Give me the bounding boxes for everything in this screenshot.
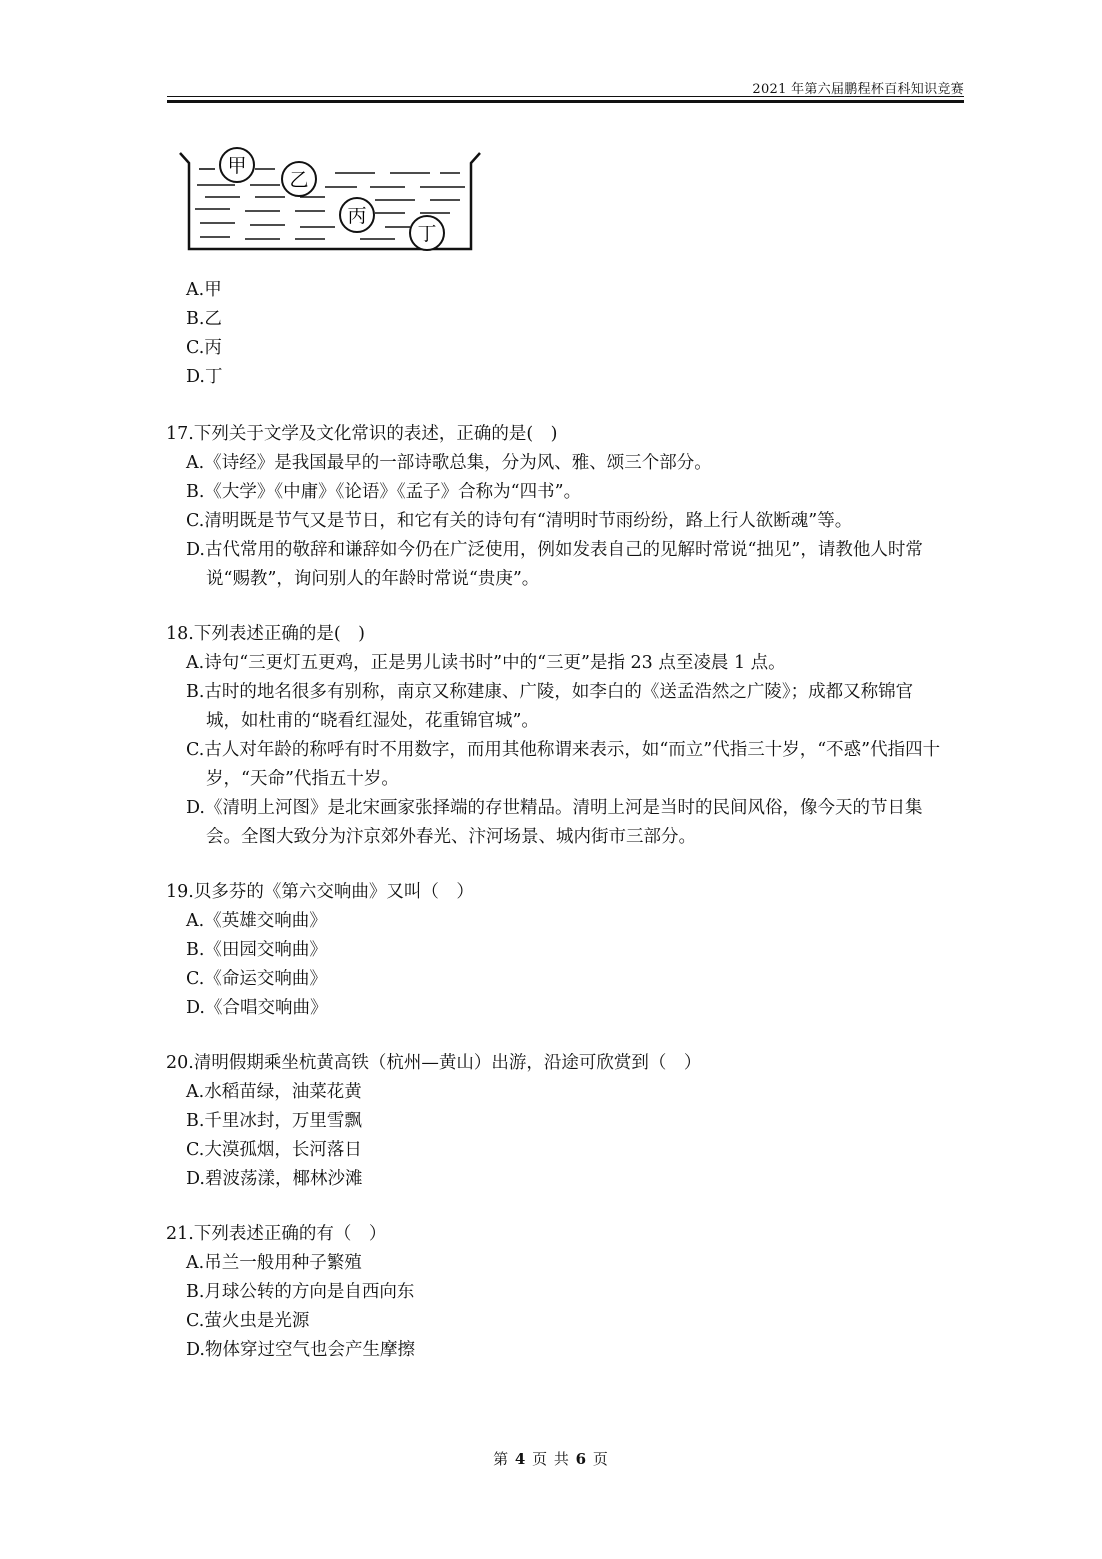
- option-a[interactable]: A.吊兰一般用种子繁殖: [186, 1253, 362, 1273]
- question-18: [166, 620, 946, 852]
- option-a[interactable]: A.《诗经》是我国最早的一部诗歌总集，分为风、雅、颂三个部分。: [186, 453, 712, 473]
- question-content: [166, 276, 946, 1365]
- footer-page-number: 4: [514, 1450, 527, 1468]
- option-b[interactable]: B.《大学》《中庸》《论语》《孟子》合称为“四书”。: [186, 482, 582, 502]
- question-19: [166, 878, 946, 1023]
- question-stem: 21.下列表述正确的有（ ）: [166, 1224, 387, 1244]
- option-c[interactable]: C.清明既是节气又是节日，和它有关的诗句有“清明时节雨纷纷，路上行人欲断魂”等。: [186, 511, 853, 531]
- option-16-a[interactable]: A.甲: [186, 280, 222, 300]
- svg-text:丁: 丁: [417, 223, 437, 245]
- question-21: [166, 1220, 946, 1365]
- ball-ding: [410, 216, 444, 250]
- footer-suffix: 页: [592, 1450, 609, 1468]
- option-d[interactable]: D.碧波荡漾，椰林沙滩: [186, 1169, 363, 1189]
- header-rule-thin: [167, 96, 964, 97]
- option-b[interactable]: B.古时的地名很多有别称，南京又称建康、广陵，如李白的《送孟浩然之广陵》；成都又称锦官城，如杜甫的“晓看红湿处，花重锦官城”。: [186, 682, 914, 731]
- ball-jia: [220, 148, 254, 182]
- svg-text:乙: 乙: [289, 169, 309, 191]
- page-footer: [0, 1448, 1102, 1469]
- ball-yi: [282, 162, 316, 196]
- option-b[interactable]: B.千里冰封，万里雪飘: [186, 1111, 362, 1131]
- header-title: 2021 年第六届鹏程杯百科知识竞赛: [752, 82, 964, 97]
- option-c[interactable]: C.《命运交响曲》: [186, 969, 327, 989]
- option-d[interactable]: D.物体穿过空气也会产生摩擦: [186, 1340, 415, 1360]
- footer-prefix: 第: [493, 1450, 510, 1468]
- question-stem: 19.贝多芬的《第六交响曲》又叫（ ）: [166, 882, 474, 902]
- question-stem: 17.下列关于文学及文化常识的表述，正确的是( ): [166, 424, 558, 444]
- option-b[interactable]: B.《田园交响曲》: [186, 940, 327, 960]
- svg-text:丙: 丙: [347, 205, 367, 227]
- water-tank-figure: [175, 145, 485, 260]
- option-a[interactable]: A.《英雄交响曲》: [186, 911, 327, 931]
- header-rule-thick: [167, 100, 964, 103]
- option-16-d[interactable]: D.丁: [186, 367, 223, 387]
- option-d[interactable]: D.古代常用的敬辞和谦辞如今仍在广泛使用，例如发表自己的见解时常说“拙见”，请教他人时常说“赐教”，询问别人的年龄时常说“贵庚”。: [186, 540, 923, 589]
- option-16-c[interactable]: C.丙: [186, 338, 222, 358]
- question-16-options: [166, 276, 946, 392]
- option-c[interactable]: C.萤火虫是光源: [186, 1311, 310, 1331]
- question-stem: 18.下列表述正确的是( ): [166, 624, 365, 644]
- option-c[interactable]: C.大漠孤烟，长河落日: [186, 1140, 362, 1160]
- option-c[interactable]: C.古人对年龄的称呼有时不用数字，而用其他称谓来表示，如“而立”代指三十岁，“不惑”代指四十岁，“天命”代指五十岁。: [186, 740, 941, 789]
- ball-bing: [340, 198, 374, 232]
- svg-text:甲: 甲: [227, 155, 247, 177]
- question-stem: 20.清明假期乘坐杭黄高铁（杭州—黄山）出游，沿途可欣赏到（ ）: [166, 1053, 702, 1073]
- question-20: [166, 1049, 946, 1194]
- option-a[interactable]: A.水稻苗绿，油菜花黄: [186, 1082, 362, 1102]
- option-16-b[interactable]: B.乙: [186, 309, 222, 329]
- option-d[interactable]: D.《清明上河图》是北宋画家张择端的存世精品。清明上河是当时的民间风俗，像今天的节日集会。全图大致分为汴京郊外春光、汴河场景、城内街市三部分。: [186, 798, 923, 847]
- footer-middle: 页 共: [532, 1450, 570, 1468]
- question-17: [166, 420, 946, 594]
- footer-total-pages: 6: [575, 1450, 588, 1468]
- option-b[interactable]: B.月球公转的方向是自西向东: [186, 1282, 415, 1302]
- option-a[interactable]: A.诗句“三更灯五更鸡，正是男儿读书时”中的“三更”是指 23 点至凌晨 1 点。: [186, 653, 786, 673]
- option-d[interactable]: D.《合唱交响曲》: [186, 998, 328, 1018]
